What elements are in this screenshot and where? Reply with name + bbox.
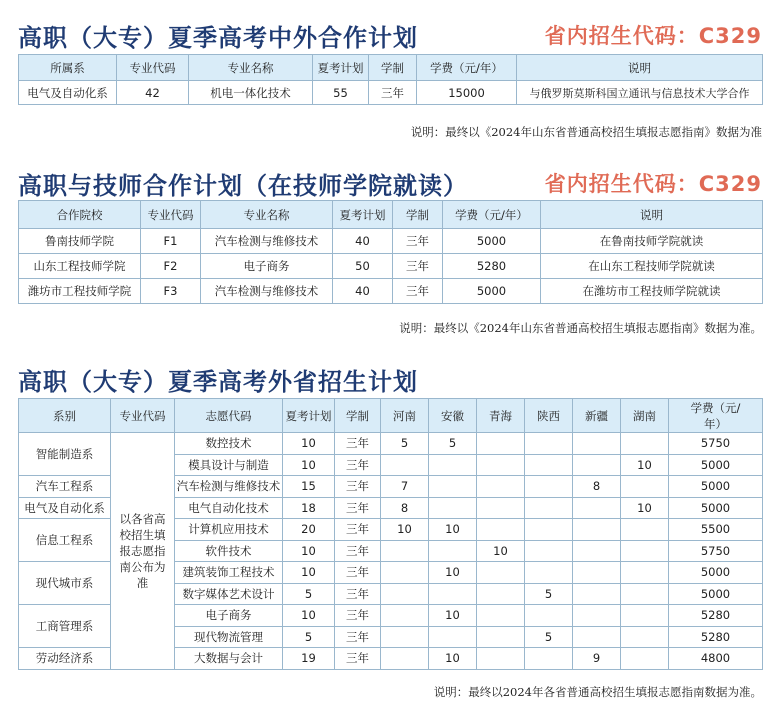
table-cell: 40 [333,229,393,254]
table-row [19,279,763,304]
table-cell: 15000 [417,81,517,105]
table-cell [429,626,477,648]
table-cell [525,648,573,670]
table-cell [525,605,573,627]
table-cell: 汽车检测与维修技术 [201,229,333,254]
table-cell: 三年 [393,279,443,304]
table-cell [621,648,669,670]
table-cell [573,605,621,627]
table-cell [621,562,669,584]
table-cell: 三年 [335,476,381,498]
table-cell: 10 [621,454,669,476]
table-cell: 电子商务 [175,605,283,627]
table-cell: 三年 [393,229,443,254]
table-cell: 软件技术 [175,540,283,562]
column-header: 说明 [541,201,763,229]
table-cell [621,433,669,455]
column-header: 夏考计划 [283,399,335,433]
table-cell: 10 [283,454,335,476]
table-cell [381,562,429,584]
table-cell: 5750 [669,540,763,562]
table-cell [621,605,669,627]
table-cell: 8 [573,476,621,498]
table-cell: 山东工程技师学院 [19,254,141,279]
table-cell: 与俄罗斯莫斯科国立通讯与信息技术大学合作 [517,81,763,105]
column-header: 志愿代码 [175,399,283,433]
table-cell: 10 [429,519,477,541]
plan-table [18,398,763,670]
table-cell [429,476,477,498]
table-cell: 5 [525,626,573,648]
table-cell [429,497,477,519]
table-cell [477,497,525,519]
table-cell: 汽车检测与维修技术 [175,476,283,498]
table-cell: 电子商务 [201,254,333,279]
department-cell: 电气及自动化系 [19,497,111,519]
table-cell: 7 [381,476,429,498]
table-cell: 5000 [669,476,763,498]
table-cell: 三年 [335,583,381,605]
table-row [19,229,763,254]
table-cell: 55 [313,81,369,105]
column-header: 合作院校 [19,201,141,229]
table-cell [525,562,573,584]
table-cell: 5 [525,583,573,605]
table-cell: 5280 [669,605,763,627]
table-cell: 三年 [369,81,417,105]
column-header: 专业代码 [141,201,201,229]
enrollment-code: 省内招生代码：C329 [544,172,762,196]
table-cell [525,433,573,455]
table-cell: 50 [333,254,393,279]
table-cell: 5750 [669,433,763,455]
table-header-row [19,55,763,81]
table-cell [477,648,525,670]
column-header: 学费（元/年） [417,55,517,81]
column-header: 系别 [19,399,111,433]
table-cell [525,540,573,562]
table-cell [381,648,429,670]
footnote: 说明：最终以2024年各省普通高校招生填报志愿指南数据为准。 [433,685,762,699]
department-cell: 现代城市系 [19,562,111,605]
table-cell [429,454,477,476]
footnote: 说明：最终以《2024年山东省普通高校招生填报志愿指南》数据为准 [410,125,762,139]
table-cell: 三年 [335,562,381,584]
table-cell: 5 [283,583,335,605]
column-header: 夏考计划 [333,201,393,229]
table-cell: 大数据与会计 [175,648,283,670]
table-cell [477,433,525,455]
section-title: 高职（大专）夏季高考中外合作计划 [18,23,418,52]
table-cell: 三年 [335,497,381,519]
table-cell: 计算机应用技术 [175,519,283,541]
table-cell [573,433,621,455]
table-cell [525,454,573,476]
table-cell: 数控技术 [175,433,283,455]
table-cell: 机电一体化技术 [189,81,313,105]
table-cell [573,540,621,562]
table-cell [381,454,429,476]
department-cell: 智能制造系 [19,433,111,476]
table-cell: 5500 [669,519,763,541]
table-cell [381,605,429,627]
table-cell [381,540,429,562]
table-cell: 20 [283,519,335,541]
table-cell: 5 [283,626,335,648]
table-cell: 10 [381,519,429,541]
table-cell [429,540,477,562]
table-cell: 10 [621,497,669,519]
table-header-row [19,399,763,433]
table-cell: 10 [283,562,335,584]
enrollment-code: 省内招生代码：C329 [544,24,762,48]
table-cell: 10 [429,562,477,584]
table-row [19,254,763,279]
major-code-cell: 以各省高校招生填报志愿指南公布为准 [111,433,175,670]
table-cell: 5000 [669,454,763,476]
table-cell: 10 [283,433,335,455]
column-header: 说明 [517,55,763,81]
table-cell: 5000 [669,583,763,605]
table-cell: 三年 [335,626,381,648]
table-cell: 42 [117,81,189,105]
table-cell [573,626,621,648]
table-cell: 在山东工程技师学院就读 [541,254,763,279]
table-cell [621,540,669,562]
column-header: 青海 [477,399,525,433]
table-cell: 模具设计与制造 [175,454,283,476]
table-cell [381,626,429,648]
table-cell: 三年 [335,540,381,562]
table-cell: 5000 [669,562,763,584]
table-cell: 数字媒体艺术设计 [175,583,283,605]
table-cell: 现代物流管理 [175,626,283,648]
table-cell [429,583,477,605]
section-title: 高职与技师合作计划（在技师学院就读） [18,171,468,200]
table-cell: 5000 [443,229,541,254]
department-cell: 工商管理系 [19,605,111,648]
section-technician-cooperation [18,160,762,340]
table-cell [477,583,525,605]
table-cell: 10 [283,540,335,562]
table-cell [525,519,573,541]
table-cell: 10 [429,648,477,670]
table-cell: 三年 [335,454,381,476]
table-cell [621,626,669,648]
table-cell: 在潍坊市工程技师学院就读 [541,279,763,304]
table-cell: 5 [429,433,477,455]
table-cell [573,454,621,476]
column-header: 专业代码 [111,399,175,433]
table-cell [477,476,525,498]
department-cell: 信息工程系 [19,519,111,562]
table-cell: 电气及自动化系 [19,81,117,105]
column-header: 专业代码 [117,55,189,81]
column-header: 河南 [381,399,429,433]
table-cell: 在鲁南技师学院就读 [541,229,763,254]
table-cell [573,519,621,541]
table-cell [573,583,621,605]
footnote: 说明：最终以《2024年山东省普通高校招生填报志愿指南》数据为准。 [399,321,762,335]
department-cell: 劳动经济系 [19,648,111,670]
table-cell: 三年 [335,433,381,455]
column-header: 新疆 [573,399,621,433]
column-header: 安徽 [429,399,477,433]
table-cell: 5 [381,433,429,455]
column-header: 夏考计划 [313,55,369,81]
table-cell [381,583,429,605]
table-cell [477,605,525,627]
table-cell [621,519,669,541]
table-cell [477,454,525,476]
table-cell: 鲁南技师学院 [19,229,141,254]
table-cell: 10 [477,540,525,562]
table-cell [525,476,573,498]
table-cell: 建筑装饰工程技术 [175,562,283,584]
column-header: 所属系 [19,55,117,81]
table-cell [573,562,621,584]
column-header: 学制 [393,201,443,229]
table-row [19,433,763,455]
table-cell: 9 [573,648,621,670]
table-cell: 4800 [669,648,763,670]
column-header: 学费（元/年） [443,201,541,229]
table-cell: F2 [141,254,201,279]
table-cell: 19 [283,648,335,670]
section-title: 高职（大专）夏季高考外省招生计划 [18,367,418,396]
table-cell: 15 [283,476,335,498]
column-header: 专业名称 [189,55,313,81]
table-cell: 10 [283,605,335,627]
column-header: 学制 [335,399,381,433]
table-cell: 三年 [335,519,381,541]
section-out-of-province [18,362,762,718]
table-cell: 40 [333,279,393,304]
plan-table [18,54,763,105]
table-cell [477,626,525,648]
table-cell [477,519,525,541]
table-row [19,81,763,105]
column-header: 陕西 [525,399,573,433]
table-cell: 5280 [443,254,541,279]
table-cell [477,562,525,584]
table-cell: 5000 [443,279,541,304]
table-cell: 5000 [669,497,763,519]
table-cell [621,476,669,498]
table-cell: 潍坊市工程技师学院 [19,279,141,304]
table-header-row [19,201,763,229]
section-sino-foreign [18,0,762,140]
column-header: 学费（元/年） [669,399,763,433]
table-cell: 汽车检测与维修技术 [201,279,333,304]
department-cell: 汽车工程系 [19,476,111,498]
table-cell [621,583,669,605]
column-header: 湖南 [621,399,669,433]
table-cell: F1 [141,229,201,254]
table-cell: 三年 [335,605,381,627]
table-cell [573,497,621,519]
table-cell: 18 [283,497,335,519]
table-cell: 三年 [335,648,381,670]
table-cell: 8 [381,497,429,519]
table-cell: 10 [429,605,477,627]
table-cell: 5280 [669,626,763,648]
table-cell: 电气自动化技术 [175,497,283,519]
table-cell: 三年 [393,254,443,279]
table-cell: F3 [141,279,201,304]
column-header: 学制 [369,55,417,81]
table-cell [525,497,573,519]
plan-table [18,200,763,304]
column-header: 专业名称 [201,201,333,229]
